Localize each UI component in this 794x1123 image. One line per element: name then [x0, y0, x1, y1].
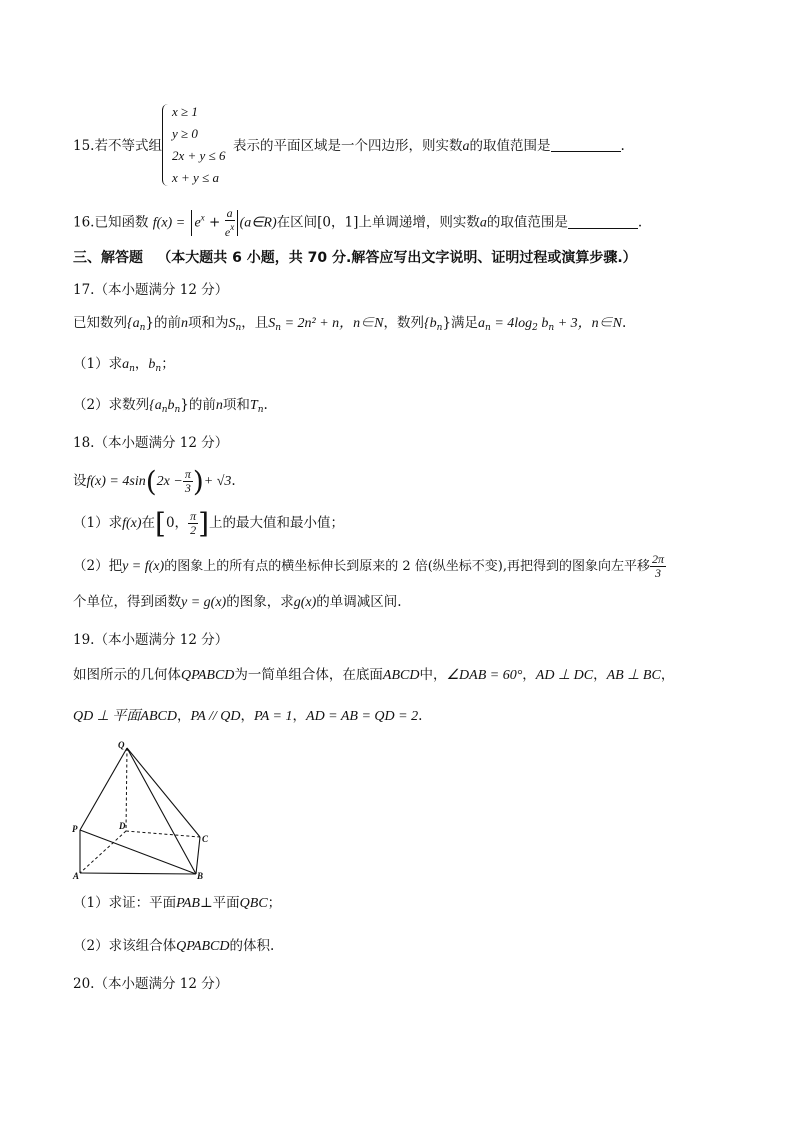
q15-text-b: 的取值范围是 — [469, 138, 551, 154]
q17-f1-rest: = 2n² + n，n∈N — [281, 316, 384, 331]
q17-p1-bn: b — [148, 357, 156, 372]
q18-def-a: 设 — [73, 473, 87, 489]
q17-p1-an-sub: n — [129, 364, 135, 374]
q18-p2-frac-num: 2π — [652, 552, 665, 566]
q17-p1-an: a — [122, 357, 130, 372]
q19-l2-c: ， — [292, 708, 307, 724]
q17-part1 — [73, 354, 175, 379]
q18-def-tail: + √3 — [203, 474, 232, 489]
label-A: A — [73, 871, 80, 880]
q18-part1 — [73, 506, 345, 540]
edge-AB — [80, 873, 196, 874]
q19-header: 19.（本小题满分 12 分） — [73, 632, 229, 648]
q18-p2-e: 的单调减区间. — [316, 594, 402, 610]
q19-l1-b: 为一简单组合体，在底面 — [234, 667, 383, 683]
q19-l2-end: . — [418, 708, 423, 724]
q17-t1: 已知数列 — [73, 315, 127, 331]
q17-f2-rest2: b — [537, 316, 549, 331]
abs-bar-right — [237, 210, 238, 236]
q19-line2 — [73, 706, 422, 727]
abs-bar-left — [191, 210, 192, 236]
q18-definition — [73, 464, 236, 498]
q16-end: . — [637, 214, 643, 231]
q16-frac-num: a — [226, 206, 233, 220]
q18-p1-c: 上的最大值和最小值； — [209, 515, 345, 531]
q18-p2-c: 个单位，得到函数 — [73, 594, 181, 610]
edge-PB — [80, 830, 196, 874]
q18-pi: π — [184, 467, 191, 481]
q15-line — [73, 136, 162, 156]
edge-QP — [80, 748, 127, 830]
q15-end: . — [620, 138, 625, 154]
q19-l1-end: ， — [660, 667, 675, 683]
q19-l2-f4: AD = AB = QD = 2 — [306, 709, 419, 724]
q19-p1-qbc: QBC — [239, 896, 268, 911]
q17-p2-seq: {a — [149, 398, 162, 413]
q18-p1-int-l: 0， — [165, 515, 189, 531]
edge-DA-hidden — [80, 831, 126, 873]
q19-l1-f3: AB ⊥ BC — [606, 668, 661, 683]
q18-part2-line1 — [73, 553, 666, 580]
q18-def-end: . — [231, 473, 236, 489]
q17-p2-a: （2）求数列 — [73, 397, 150, 413]
q19-p1-b: ⊥平面 — [199, 895, 240, 911]
q19-l1-a: 如图所示的几何体 — [73, 667, 181, 683]
q18-p2-g: y = g(x) — [181, 595, 227, 610]
q17-f2-sub: n — [485, 323, 491, 333]
bracket-left: [ — [155, 506, 166, 540]
q17-f2-rest3: + 3，n∈N — [554, 316, 622, 331]
label-D: D — [119, 821, 126, 831]
q18-header: 18.（本小题满分 12 分） — [73, 435, 229, 451]
q18-p2-a: （2）把 — [73, 558, 123, 574]
q18-three: 3 — [184, 481, 191, 495]
q17-S-sub: n — [235, 323, 242, 333]
q18-p2-b: 的图象上的所有点的横坐标伸长到原来的 2 倍(纵坐标不变),再把得到的图象向左平移 — [164, 559, 650, 574]
q17-p2-sub2: n — [174, 405, 181, 415]
pyramid-diagram — [68, 738, 218, 880]
q19-l1-d: ， — [522, 667, 536, 683]
q18-def-inner: 2x − — [156, 474, 183, 489]
label-Q: Q — [118, 740, 125, 750]
geometry-figure — [68, 738, 218, 880]
q17-p2-sub1: n — [161, 405, 168, 415]
q16-suffix: 上单调递增，则实数 — [358, 214, 480, 231]
q19-l1-f2: AD ⊥ DC — [535, 668, 594, 683]
q17-seq-a-sub: n — [139, 323, 146, 333]
q17-f1-sub: n — [275, 323, 282, 333]
q19-p1-pab: PAB — [176, 896, 200, 911]
q16-ex: e — [194, 215, 201, 231]
q16-frac-den-sup: x — [230, 222, 235, 232]
q19-l2-f3: PA = 1 — [254, 709, 293, 724]
q16-line — [73, 207, 642, 239]
q17-statement — [73, 313, 626, 338]
q17-p1-a: （1）求 — [73, 356, 123, 372]
q16-answer-blank[interactable] — [568, 214, 638, 229]
paren-left: ( — [145, 464, 157, 498]
edge-QC — [127, 748, 200, 837]
q19-p1-a: （1）求证：平面 — [73, 895, 177, 911]
q19-l2-f1: QD ⊥ 平面ABCD — [73, 709, 177, 724]
q19-l1-base: ABCD — [382, 668, 420, 683]
q15-prefix: 15.若不等式组 — [73, 138, 162, 154]
q17-f2-sub2: n — [548, 323, 555, 333]
q18-p2-eq: y = f(x) — [122, 559, 165, 574]
label-C: C — [202, 834, 209, 844]
q17-p1-bn-sub: n — [155, 364, 162, 374]
q15-answer-blank[interactable] — [551, 137, 621, 152]
q16-prefix: 16.已知函数 — [73, 214, 149, 231]
label-P: P — [72, 824, 78, 834]
q17-p1-sep: ， — [134, 356, 149, 372]
q17-p2-T: T — [249, 398, 258, 413]
q17-n: n — [181, 316, 188, 331]
q17-p2-b: b — [167, 398, 175, 413]
q17-header: 17.（本小题满分 12 分） — [73, 282, 229, 298]
q17-t4: ，且 — [241, 315, 269, 331]
q16-interval: [0，1] — [317, 214, 359, 231]
q18-pi-2: π — [190, 509, 197, 523]
label-B: B — [197, 871, 204, 880]
q18-p1-fx: f(x) — [122, 516, 142, 531]
q18-2pi-over-3 — [650, 553, 666, 580]
q19-l2-f2: PA // QD — [190, 709, 241, 724]
system-brace — [162, 104, 171, 186]
q16-fraction — [225, 207, 235, 239]
q19-p2-b: 的体积. — [229, 938, 275, 954]
q18-p2-d: 的图象，求 — [226, 594, 294, 610]
q18-p2-frac-den: 3 — [655, 566, 661, 580]
q17-seq-b: {b — [424, 316, 437, 331]
q17-part2 — [73, 395, 268, 420]
q17-p2-d: 项和 — [222, 397, 250, 413]
q19-l1-f1: ∠DAB = 60° — [446, 668, 523, 683]
q16-frac-den — [225, 221, 234, 239]
q18-p1-b: 在 — [141, 515, 156, 531]
q19-l2-a: ， — [176, 708, 191, 724]
q19-part1 — [73, 893, 281, 914]
bracket-right: ] — [198, 506, 210, 540]
edge-BC — [196, 837, 200, 874]
section-title: 三、解答题 — [73, 250, 143, 266]
q17-end: . — [622, 315, 627, 331]
q20-header: 20.（本小题满分 12 分） — [73, 976, 229, 992]
q18-pi-over-3 — [183, 468, 193, 495]
q17-p2-c: }的前 — [180, 397, 216, 413]
q17-f2: a — [478, 316, 486, 331]
section-note: （本大题共 6 小题，共 70 分.解答应写出文字说明、证明过程或演算步骤.） — [157, 250, 637, 266]
q19-l2-b: ， — [240, 708, 255, 724]
q19-l1-e: ， — [593, 667, 607, 683]
q18-p2-gx: g(x) — [293, 595, 317, 610]
edge-DC-hidden — [126, 831, 200, 837]
q17-p2-end: . — [263, 397, 268, 413]
q17-p1-end: ； — [161, 356, 175, 372]
q17-t5: ，数列 — [383, 315, 425, 331]
system-row-2: y ≥ 0 — [172, 126, 198, 141]
q18-p1-a: （1）求 — [73, 515, 123, 531]
q15-tail — [233, 136, 625, 157]
q17-log-sub: 2 — [532, 323, 538, 333]
q18-part2-line2 — [73, 592, 402, 613]
q16-ex-sup: x — [200, 212, 205, 223]
q16-frac-den-base: e — [224, 225, 231, 239]
q18-two: 2 — [190, 523, 197, 537]
q17-f1: S — [268, 316, 276, 331]
q17-t2: }的前 — [145, 315, 181, 331]
q19-p2-a: （2）求该组合体 — [73, 938, 177, 954]
q19-l1-c: 中， — [419, 667, 447, 683]
q19-p2-name: QPABCD — [176, 939, 230, 954]
q17-S: S — [228, 316, 236, 331]
edge-QB — [127, 748, 196, 874]
q17-seq-b-sub: n — [436, 323, 443, 333]
system-row-3: 2x + y ≤ 6 — [172, 148, 226, 163]
q17-t3: 项和为 — [188, 315, 229, 331]
q17-p2-n: n — [215, 398, 223, 413]
q17-t6: }满足 — [442, 315, 479, 331]
q15-var-a: a — [462, 139, 470, 154]
q16-fx: f(x) = — [152, 215, 186, 231]
edge-QD-hidden — [126, 748, 127, 831]
q16-plus: + — [208, 214, 221, 231]
q17-f2-rest: = 4log — [490, 316, 533, 331]
q15-text-a: 表示的平面区域是一个四边形，则实数 — [233, 138, 463, 154]
q15-inequality-system — [160, 102, 230, 188]
system-row-4: x + y ≤ a — [172, 170, 219, 185]
paren-right: ) — [192, 464, 204, 498]
q18-def-fx: f(x) = 4sin — [86, 474, 146, 489]
q17-p2-T-sub: n — [257, 405, 264, 415]
q19-line1 — [73, 665, 674, 686]
q16-var: a — [479, 215, 487, 231]
system-row-1: x ≥ 1 — [172, 104, 198, 119]
q16-condition: (a∈R) — [239, 215, 277, 231]
q19-p1-end: ； — [267, 895, 282, 911]
q19-part2 — [73, 936, 274, 957]
section-3-heading — [73, 248, 637, 268]
q18-pi-over-2 — [188, 510, 198, 537]
q16-suffix-b: 的取值范围是 — [486, 214, 568, 231]
q17-seq-a: {a — [127, 316, 140, 331]
q19-l1-name: QPABCD — [181, 668, 235, 683]
q16-mid: 在区间 — [276, 214, 318, 231]
